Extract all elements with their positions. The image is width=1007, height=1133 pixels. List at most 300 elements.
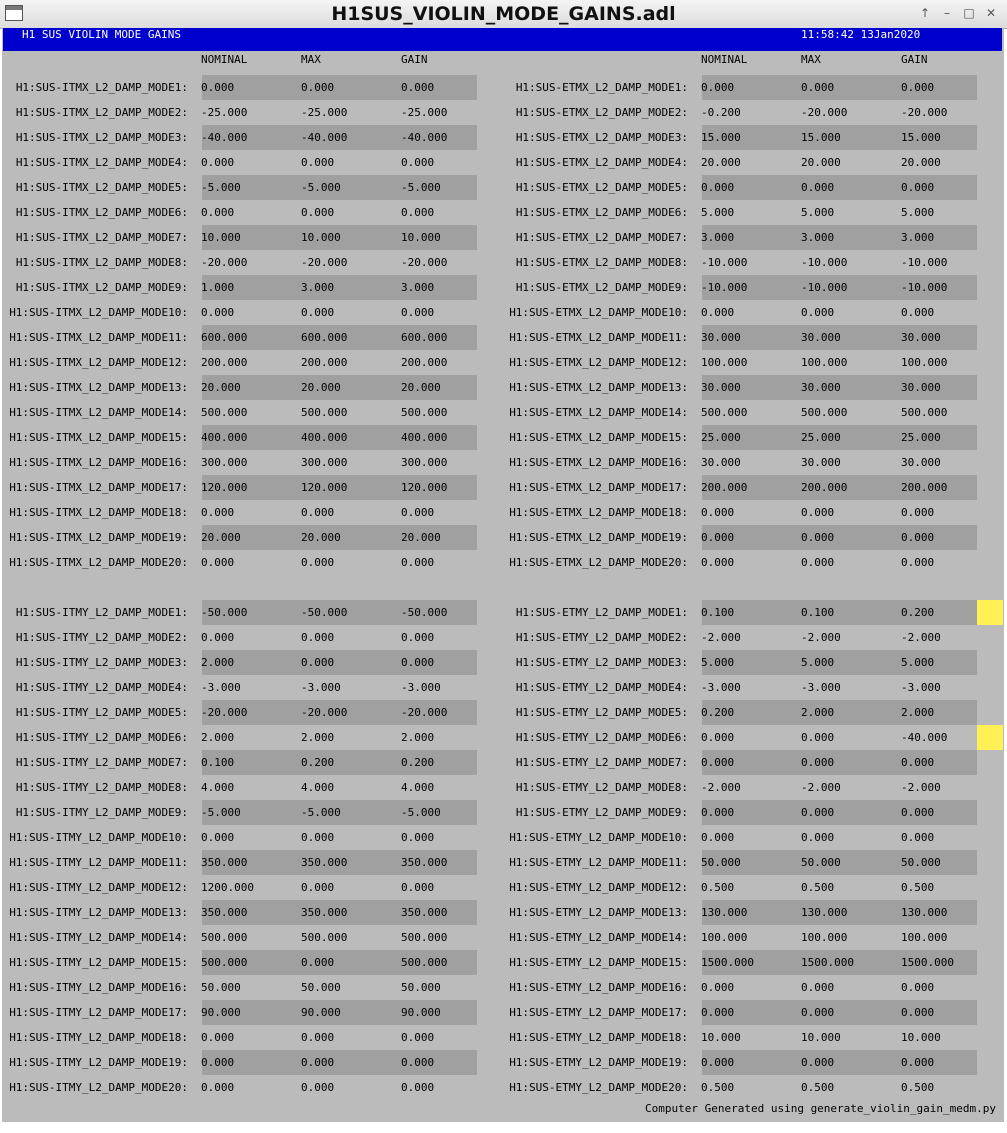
etmx-max-value[interactable]: 25.000: [801, 431, 841, 444]
itmy-gain-value[interactable]: 0.000: [401, 1081, 435, 1094]
etmx-max-value[interactable]: 30.000: [801, 331, 841, 344]
itmx-gain-value[interactable]: 0.000: [401, 206, 435, 219]
etmx-nominal-value[interactable]: -10.000: [701, 256, 748, 269]
etmx-nominal-value[interactable]: 15.000: [701, 131, 741, 144]
row-shade: [702, 225, 977, 250]
etmy-max-value[interactable]: 100.000: [801, 931, 848, 944]
itmx-mode-label: H1:SUS-ITMX_L2_DAMP_MODE17:: [9, 481, 188, 494]
etmy-mode-label: H1:SUS-ETMY_L2_DAMP_MODE1:: [515, 606, 688, 619]
etmx-gain-value[interactable]: -20.000: [901, 106, 948, 119]
etmy-nominal-value[interactable]: 0.000: [701, 831, 735, 844]
row-shade: [202, 75, 477, 100]
itmx-max-value[interactable]: 0.000: [301, 206, 335, 219]
etmx-max-value[interactable]: 0.000: [801, 181, 835, 194]
etmx-gain-value[interactable]: 20.000: [901, 156, 941, 169]
itmx-gain-value[interactable]: 600.000: [401, 331, 448, 344]
itmx-gain-value[interactable]: 500.000: [401, 406, 448, 419]
etmy-gain-value[interactable]: 0.200: [901, 606, 935, 619]
itmy-gain-value[interactable]: 0.000: [401, 881, 435, 894]
etmy-max-value[interactable]: -2.000: [801, 631, 841, 644]
etmx-nominal-value[interactable]: 30.000: [701, 381, 741, 394]
itmy-gain-value[interactable]: 350.000: [401, 856, 448, 869]
itmx-mode-label: H1:SUS-ITMX_L2_DAMP_MODE15:: [9, 431, 188, 444]
column-header-gain-left: GAIN: [401, 53, 428, 66]
itmy-nominal-value[interactable]: 350.000: [201, 906, 248, 919]
itmx-nominal-value[interactable]: 0.000: [201, 206, 235, 219]
etmy-mode-label: H1:SUS-ETMY_L2_DAMP_MODE7:: [515, 756, 688, 769]
etmy-max-value[interactable]: 0.000: [801, 756, 835, 769]
itmx-gain-value[interactable]: 300.000: [401, 456, 448, 469]
etmx-gain-value[interactable]: 0.000: [901, 81, 935, 94]
etmx-max-value[interactable]: -20.000: [801, 106, 848, 119]
etmx-gain-value[interactable]: 0.000: [901, 531, 935, 544]
etmx-max-value[interactable]: 200.000: [801, 481, 848, 494]
itmx-max-value[interactable]: 120.000: [301, 481, 348, 494]
etmy-max-value[interactable]: 50.000: [801, 856, 841, 869]
etmy-mode-label: H1:SUS-ETMY_L2_DAMP_MODE8:: [515, 781, 688, 794]
itmx-nominal-value[interactable]: 20.000: [201, 531, 241, 544]
etmx-nominal-value[interactable]: 20.000: [701, 156, 741, 169]
etmy-max-value[interactable]: 10.000: [801, 1031, 841, 1044]
itmx-max-value[interactable]: -5.000: [301, 181, 341, 194]
etmy-gain-value[interactable]: 1500.000: [901, 956, 954, 969]
maximize-button[interactable]: □: [963, 6, 975, 20]
etmy-alarm-indicator: [977, 600, 1003, 625]
etmy-nominal-value[interactable]: 0.100: [701, 606, 735, 619]
itmy-nominal-value[interactable]: 1200.000: [201, 881, 254, 894]
etmy-max-value[interactable]: 0.000: [801, 731, 835, 744]
etmx-gain-value[interactable]: 200.000: [901, 481, 948, 494]
etmy-nominal-value[interactable]: 0.500: [701, 881, 735, 894]
etmx-gain-value[interactable]: 0.000: [901, 556, 935, 569]
shade-button[interactable]: ↑: [919, 6, 931, 20]
itmy-max-value[interactable]: -3.000: [301, 681, 341, 694]
etmy-max-value[interactable]: 0.500: [801, 1081, 835, 1094]
column-header-gain-right: GAIN: [901, 53, 928, 66]
itmy-mode-label: H1:SUS-ITMY_L2_DAMP_MODE2:: [15, 631, 188, 644]
etmy-gain-value[interactable]: 10.000: [901, 1031, 941, 1044]
etmy-max-value[interactable]: -3.000: [801, 681, 841, 694]
etmx-gain-value[interactable]: 500.000: [901, 406, 948, 419]
itmy-gain-value[interactable]: 0.000: [401, 1056, 435, 1069]
itmy-gain-value[interactable]: 500.000: [401, 931, 448, 944]
etmx-nominal-value[interactable]: 0.000: [701, 306, 735, 319]
itmx-gain-value[interactable]: 3.000: [401, 281, 435, 294]
itmx-max-value[interactable]: 20.000: [301, 381, 341, 394]
etmy-max-value[interactable]: 0.000: [801, 981, 835, 994]
itmy-gain-value[interactable]: 50.000: [401, 981, 441, 994]
etmx-gain-value[interactable]: 30.000: [901, 331, 941, 344]
itmy-gain-value[interactable]: 500.000: [401, 956, 448, 969]
itmy-nominal-value[interactable]: 0.000: [201, 1031, 235, 1044]
etmx-max-value[interactable]: 0.000: [801, 306, 835, 319]
etmx-nominal-value[interactable]: 200.000: [701, 481, 748, 494]
itmy-max-value[interactable]: 0.200: [301, 756, 335, 769]
itmy-nominal-value[interactable]: 50.000: [201, 981, 241, 994]
etmy-nominal-value[interactable]: 0.000: [701, 756, 735, 769]
column-header-nominal-right: NOMINAL: [701, 53, 748, 66]
etmy-max-value[interactable]: 0.500: [801, 881, 835, 894]
itmy-gain-value[interactable]: -20.000: [401, 706, 448, 719]
itmx-max-value[interactable]: 0.000: [301, 81, 335, 94]
etmx-max-value[interactable]: 500.000: [801, 406, 848, 419]
window-title: H1SUS_VIOLIN_MODE_GAINS.adl: [331, 3, 676, 25]
itmy-max-value[interactable]: 0.000: [301, 656, 335, 669]
itmy-nominal-value[interactable]: -20.000: [201, 706, 248, 719]
itmy-gain-value[interactable]: 0.000: [401, 1031, 435, 1044]
itmx-gain-value[interactable]: 0.000: [401, 306, 435, 319]
etmy-max-value[interactable]: 0.100: [801, 606, 835, 619]
itmx-mode-label: H1:SUS-ITMX_L2_DAMP_MODE10:: [9, 306, 188, 319]
etmx-gain-value[interactable]: 25.000: [901, 431, 941, 444]
etmx-mode-label: H1:SUS-ETMX_L2_DAMP_MODE19:: [509, 531, 688, 544]
itmx-max-value[interactable]: 0.000: [301, 156, 335, 169]
etmy-gain-value[interactable]: -3.000: [901, 681, 941, 694]
itmx-gain-value[interactable]: 120.000: [401, 481, 448, 494]
itmy-gain-value[interactable]: 0.000: [401, 656, 435, 669]
itmy-max-value[interactable]: 0.000: [301, 1081, 335, 1094]
etmy-gain-value[interactable]: -2.000: [901, 781, 941, 794]
itmy-max-value[interactable]: 0.000: [301, 831, 335, 844]
etmx-nominal-value[interactable]: 500.000: [701, 406, 748, 419]
etmx-max-value[interactable]: 15.000: [801, 131, 841, 144]
itmy-nominal-value[interactable]: -3.000: [201, 681, 241, 694]
itmx-nominal-value[interactable]: -5.000: [201, 181, 241, 194]
etmx-nominal-value[interactable]: 25.000: [701, 431, 741, 444]
screen-header: [3, 28, 1002, 51]
itmx-max-value[interactable]: -40.000: [301, 131, 348, 144]
etmx-gain-value[interactable]: 5.000: [901, 206, 935, 219]
itmy-nominal-value[interactable]: 0.000: [201, 1056, 235, 1069]
itmx-max-value[interactable]: 0.000: [301, 556, 335, 569]
etmx-mode-label: H1:SUS-ETMX_L2_DAMP_MODE10:: [509, 306, 688, 319]
etmy-nominal-value[interactable]: 1500.000: [701, 956, 754, 969]
itmx-nominal-value[interactable]: 0.000: [201, 156, 235, 169]
etmy-gain-value[interactable]: 2.000: [901, 706, 935, 719]
itmx-nominal-value[interactable]: 10.000: [201, 231, 241, 244]
itmx-mode-label: H1:SUS-ITMX_L2_DAMP_MODE14:: [9, 406, 188, 419]
itmy-gain-value[interactable]: -3.000: [401, 681, 441, 694]
etmx-max-value[interactable]: 0.000: [801, 506, 835, 519]
itmy-nominal-value[interactable]: 500.000: [201, 956, 248, 969]
itmx-nominal-value[interactable]: 500.000: [201, 406, 248, 419]
etmy-gain-value[interactable]: 0.000: [901, 1006, 935, 1019]
row-shade: [202, 275, 477, 300]
itmx-max-value[interactable]: 20.000: [301, 531, 341, 544]
etmx-nominal-value[interactable]: 5.000: [701, 206, 735, 219]
etmy-gain-value[interactable]: 100.000: [901, 931, 948, 944]
itmx-gain-value[interactable]: 0.000: [401, 506, 435, 519]
etmx-mode-label: H1:SUS-ETMX_L2_DAMP_MODE20:: [509, 556, 688, 569]
etmx-mode-label: H1:SUS-ETMX_L2_DAMP_MODE14:: [509, 406, 688, 419]
itmx-gain-value[interactable]: 10.000: [401, 231, 441, 244]
etmx-nominal-value[interactable]: 0.000: [701, 81, 735, 94]
itmy-max-value[interactable]: 2.000: [301, 731, 335, 744]
itmx-max-value[interactable]: -20.000: [301, 256, 348, 269]
itmy-mode-label: H1:SUS-ITMY_L2_DAMP_MODE16:: [9, 981, 188, 994]
etmx-max-value[interactable]: 0.000: [801, 81, 835, 94]
itmy-max-value[interactable]: 0.000: [301, 1031, 335, 1044]
itmx-gain-value[interactable]: -40.000: [401, 131, 448, 144]
etmx-max-value[interactable]: 30.000: [801, 456, 841, 469]
screen-title: H1 SUS VIOLIN MODE GAINS: [22, 28, 181, 41]
itmx-nominal-value[interactable]: -25.000: [201, 106, 248, 119]
itmy-nominal-value[interactable]: -5.000: [201, 806, 241, 819]
etmy-gain-value[interactable]: 5.000: [901, 656, 935, 669]
itmy-max-value[interactable]: -50.000: [301, 606, 348, 619]
itmy-gain-value[interactable]: 0.200: [401, 756, 435, 769]
itmx-max-value[interactable]: 600.000: [301, 331, 348, 344]
itmx-gain-value[interactable]: 0.000: [401, 556, 435, 569]
itmx-max-value[interactable]: 500.000: [301, 406, 348, 419]
etmx-gain-value[interactable]: 30.000: [901, 381, 941, 394]
close-button[interactable]: ✕: [985, 6, 997, 20]
etmy-mode-label: H1:SUS-ETMY_L2_DAMP_MODE12:: [509, 881, 688, 894]
itmy-gain-value[interactable]: 90.000: [401, 1006, 441, 1019]
etmy-gain-value[interactable]: -2.000: [901, 631, 941, 644]
etmy-nominal-value[interactable]: -2.000: [701, 631, 741, 644]
etmx-gain-value[interactable]: 3.000: [901, 231, 935, 244]
itmx-nominal-value[interactable]: 0.000: [201, 556, 235, 569]
etmx-max-value[interactable]: -10.000: [801, 256, 848, 269]
etmx-max-value[interactable]: 3.000: [801, 231, 835, 244]
itmy-nominal-value[interactable]: 0.000: [201, 1081, 235, 1094]
itmx-nominal-value[interactable]: -20.000: [201, 256, 248, 269]
itmx-gain-value[interactable]: -5.000: [401, 181, 441, 194]
itmx-nominal-value[interactable]: 0.000: [201, 81, 235, 94]
etmy-max-value[interactable]: 0.000: [801, 1056, 835, 1069]
footer-note: Computer Generated using generate_violin_gain_medm.py: [645, 1102, 996, 1115]
etmx-mode-label: H1:SUS-ETMX_L2_DAMP_MODE7:: [515, 231, 688, 244]
etmx-nominal-value[interactable]: 0.000: [701, 531, 735, 544]
itmx-max-value[interactable]: 200.000: [301, 356, 348, 369]
itmy-nominal-value[interactable]: 350.000: [201, 856, 248, 869]
itmx-max-value[interactable]: 300.000: [301, 456, 348, 469]
etmy-mode-label: H1:SUS-ETMY_L2_DAMP_MODE6:: [515, 731, 688, 744]
itmy-max-value[interactable]: 350.000: [301, 906, 348, 919]
etmy-mode-label: H1:SUS-ETMY_L2_DAMP_MODE18:: [509, 1031, 688, 1044]
itmy-gain-value[interactable]: 0.000: [401, 831, 435, 844]
itmx-gain-value[interactable]: 200.000: [401, 356, 448, 369]
itmy-mode-label: H1:SUS-ITMY_L2_DAMP_MODE14:: [9, 931, 188, 944]
row-shade: [702, 1000, 977, 1025]
etmx-max-value[interactable]: 0.000: [801, 556, 835, 569]
etmy-gain-value[interactable]: 130.000: [901, 906, 948, 919]
itmy-max-value[interactable]: 4.000: [301, 781, 335, 794]
etmx-nominal-value[interactable]: 30.000: [701, 456, 741, 469]
itmy-gain-value[interactable]: 350.000: [401, 906, 448, 919]
etmx-max-value[interactable]: -10.000: [801, 281, 848, 294]
etmx-nominal-value[interactable]: -10.000: [701, 281, 748, 294]
itmy-max-value[interactable]: 500.000: [301, 931, 348, 944]
itmy-gain-value[interactable]: -5.000: [401, 806, 441, 819]
etmy-nominal-value[interactable]: 0.000: [701, 731, 735, 744]
itmy-max-value[interactable]: 0.000: [301, 1056, 335, 1069]
etmy-max-value[interactable]: 1500.000: [801, 956, 854, 969]
etmx-mode-label: H1:SUS-ETMX_L2_DAMP_MODE6:: [515, 206, 688, 219]
etmy-mode-label: H1:SUS-ETMY_L2_DAMP_MODE11:: [509, 856, 688, 869]
etmx-nominal-value[interactable]: -0.200: [701, 106, 741, 119]
itmy-mode-label: H1:SUS-ITMY_L2_DAMP_MODE6:: [15, 731, 188, 744]
itmx-mode-label: H1:SUS-ITMX_L2_DAMP_MODE8:: [15, 256, 188, 269]
minimize-button[interactable]: –: [944, 6, 950, 20]
etmy-nominal-value[interactable]: -2.000: [701, 781, 741, 794]
etmy-nominal-value[interactable]: 5.000: [701, 656, 735, 669]
itmy-nominal-value[interactable]: 0.100: [201, 756, 235, 769]
etmy-gain-value[interactable]: 0.000: [901, 806, 935, 819]
itmx-max-value[interactable]: 10.000: [301, 231, 341, 244]
itmx-gain-value[interactable]: -20.000: [401, 256, 448, 269]
etmx-mode-label: H1:SUS-ETMX_L2_DAMP_MODE2:: [515, 106, 688, 119]
etmy-max-value[interactable]: 0.000: [801, 831, 835, 844]
itmx-max-value[interactable]: -25.000: [301, 106, 348, 119]
itmx-nominal-value[interactable]: 400.000: [201, 431, 248, 444]
etmy-nominal-value[interactable]: 130.000: [701, 906, 748, 919]
etmy-max-value[interactable]: 0.000: [801, 1006, 835, 1019]
etmy-nominal-value[interactable]: 0.200: [701, 706, 735, 719]
itmy-mode-label: H1:SUS-ITMY_L2_DAMP_MODE11:: [9, 856, 188, 869]
etmy-gain-value[interactable]: 0.000: [901, 831, 935, 844]
itmx-max-value[interactable]: 3.000: [301, 281, 335, 294]
etmy-nominal-value[interactable]: 100.000: [701, 931, 748, 944]
row-shade: [702, 75, 977, 100]
row-shade: [702, 175, 977, 200]
itmy-mode-label: H1:SUS-ITMY_L2_DAMP_MODE19:: [9, 1056, 188, 1069]
etmx-max-value[interactable]: 0.000: [801, 531, 835, 544]
itmy-mode-label: H1:SUS-ITMY_L2_DAMP_MODE18:: [9, 1031, 188, 1044]
etmx-gain-value[interactable]: -10.000: [901, 281, 948, 294]
etmx-max-value[interactable]: 30.000: [801, 381, 841, 394]
etmx-mode-label: H1:SUS-ETMX_L2_DAMP_MODE13:: [509, 381, 688, 394]
row-shade: [702, 525, 977, 550]
itmx-nominal-value[interactable]: 200.000: [201, 356, 248, 369]
itmy-nominal-value[interactable]: 0.000: [201, 831, 235, 844]
itmy-gain-value[interactable]: 0.000: [401, 631, 435, 644]
itmy-nominal-value[interactable]: 4.000: [201, 781, 235, 794]
etmx-mode-label: H1:SUS-ETMX_L2_DAMP_MODE9:: [515, 281, 688, 294]
itmx-gain-value[interactable]: 0.000: [401, 156, 435, 169]
etmx-max-value[interactable]: 100.000: [801, 356, 848, 369]
etmx-mode-label: H1:SUS-ETMX_L2_DAMP_MODE12:: [509, 356, 688, 369]
etmy-gain-value[interactable]: 0.000: [901, 756, 935, 769]
etmx-max-value[interactable]: 20.000: [801, 156, 841, 169]
itmx-nominal-value[interactable]: 300.000: [201, 456, 248, 469]
itmy-max-value[interactable]: 0.000: [301, 881, 335, 894]
etmx-nominal-value[interactable]: 0.000: [701, 556, 735, 569]
itmy-max-value[interactable]: -20.000: [301, 706, 348, 719]
etmx-gain-value[interactable]: -10.000: [901, 256, 948, 269]
etmx-nominal-value[interactable]: 0.000: [701, 506, 735, 519]
itmx-max-value[interactable]: 0.000: [301, 506, 335, 519]
itmy-nominal-value[interactable]: 2.000: [201, 656, 235, 669]
itmy-max-value[interactable]: 0.000: [301, 631, 335, 644]
itmx-mode-label: H1:SUS-ITMX_L2_DAMP_MODE20:: [9, 556, 188, 569]
etmx-nominal-value[interactable]: 0.000: [701, 181, 735, 194]
etmx-max-value[interactable]: 5.000: [801, 206, 835, 219]
itmx-gain-value[interactable]: 0.000: [401, 81, 435, 94]
itmy-mode-label: H1:SUS-ITMY_L2_DAMP_MODE8:: [15, 781, 188, 794]
itmx-nominal-value[interactable]: 0.000: [201, 506, 235, 519]
itmy-max-value[interactable]: 90.000: [301, 1006, 341, 1019]
etmy-gain-value[interactable]: 0.500: [901, 1081, 935, 1094]
etmx-gain-value[interactable]: 15.000: [901, 131, 941, 144]
etmy-gain-value[interactable]: -40.000: [901, 731, 948, 744]
etmx-gain-value[interactable]: 100.000: [901, 356, 948, 369]
etmx-mode-label: H1:SUS-ETMX_L2_DAMP_MODE15:: [509, 431, 688, 444]
itmx-mode-label: H1:SUS-ITMX_L2_DAMP_MODE7:: [15, 231, 188, 244]
itmy-mode-label: H1:SUS-ITMY_L2_DAMP_MODE12:: [9, 881, 188, 894]
etmy-nominal-value[interactable]: 50.000: [701, 856, 741, 869]
itmy-gain-value[interactable]: 2.000: [401, 731, 435, 744]
itmy-max-value[interactable]: 50.000: [301, 981, 341, 994]
itmx-gain-value[interactable]: 20.000: [401, 531, 441, 544]
etmy-max-value[interactable]: 0.000: [801, 806, 835, 819]
itmx-nominal-value[interactable]: 1.000: [201, 281, 235, 294]
etmy-nominal-value[interactable]: 0.000: [701, 981, 735, 994]
itmy-max-value[interactable]: 350.000: [301, 856, 348, 869]
etmy-mode-label: H1:SUS-ETMY_L2_DAMP_MODE16:: [509, 981, 688, 994]
itmx-nominal-value[interactable]: 20.000: [201, 381, 241, 394]
itmx-nominal-value[interactable]: 600.000: [201, 331, 248, 344]
etmy-nominal-value[interactable]: -3.000: [701, 681, 741, 694]
itmy-mode-label: H1:SUS-ITMY_L2_DAMP_MODE17:: [9, 1006, 188, 1019]
itmy-nominal-value[interactable]: 500.000: [201, 931, 248, 944]
etmx-gain-value[interactable]: 30.000: [901, 456, 941, 469]
etmy-max-value[interactable]: 130.000: [801, 906, 848, 919]
etmy-nominal-value[interactable]: 10.000: [701, 1031, 741, 1044]
itmy-nominal-value[interactable]: -50.000: [201, 606, 248, 619]
column-header-nominal-left: NOMINAL: [201, 53, 248, 66]
etmx-mode-label: H1:SUS-ETMX_L2_DAMP_MODE17:: [509, 481, 688, 494]
etmx-nominal-value[interactable]: 3.000: [701, 231, 735, 244]
etmx-gain-value[interactable]: 0.000: [901, 181, 935, 194]
etmy-nominal-value[interactable]: 0.000: [701, 1006, 735, 1019]
etmy-gain-value[interactable]: 0.000: [901, 1056, 935, 1069]
etmx-gain-value[interactable]: 0.000: [901, 306, 935, 319]
etmx-nominal-value[interactable]: 100.000: [701, 356, 748, 369]
itmx-nominal-value[interactable]: 120.000: [201, 481, 248, 494]
etmx-mode-label: H1:SUS-ETMX_L2_DAMP_MODE4:: [515, 156, 688, 169]
itmx-gain-value[interactable]: 400.000: [401, 431, 448, 444]
etmy-gain-value[interactable]: 0.000: [901, 981, 935, 994]
etmy-nominal-value[interactable]: 0.500: [701, 1081, 735, 1094]
itmx-gain-value[interactable]: 20.000: [401, 381, 441, 394]
etmy-nominal-value[interactable]: 0.000: [701, 806, 735, 819]
itmy-gain-value[interactable]: -50.000: [401, 606, 448, 619]
etmy-max-value[interactable]: -2.000: [801, 781, 841, 794]
row-shade: [702, 800, 977, 825]
itmy-gain-value[interactable]: 4.000: [401, 781, 435, 794]
itmy-nominal-value[interactable]: 0.000: [201, 631, 235, 644]
etmy-gain-value[interactable]: 50.000: [901, 856, 941, 869]
itmx-gain-value[interactable]: -25.000: [401, 106, 448, 119]
etmx-gain-value[interactable]: 0.000: [901, 506, 935, 519]
itmy-max-value[interactable]: 0.000: [301, 956, 335, 969]
etmx-nominal-value[interactable]: 30.000: [701, 331, 741, 344]
itmy-max-value[interactable]: -5.000: [301, 806, 341, 819]
itmx-max-value[interactable]: 400.000: [301, 431, 348, 444]
itmx-nominal-value[interactable]: -40.000: [201, 131, 248, 144]
etmy-nominal-value[interactable]: 0.000: [701, 1056, 735, 1069]
itmx-max-value[interactable]: 0.000: [301, 306, 335, 319]
etmy-max-value[interactable]: 5.000: [801, 656, 835, 669]
etmx-mode-label: H1:SUS-ETMX_L2_DAMP_MODE5:: [515, 181, 688, 194]
etmy-gain-value[interactable]: 0.500: [901, 881, 935, 894]
itmy-nominal-value[interactable]: 90.000: [201, 1006, 241, 1019]
etmy-max-value[interactable]: 2.000: [801, 706, 835, 719]
itmy-nominal-value[interactable]: 2.000: [201, 731, 235, 744]
itmx-nominal-value[interactable]: 0.000: [201, 306, 235, 319]
